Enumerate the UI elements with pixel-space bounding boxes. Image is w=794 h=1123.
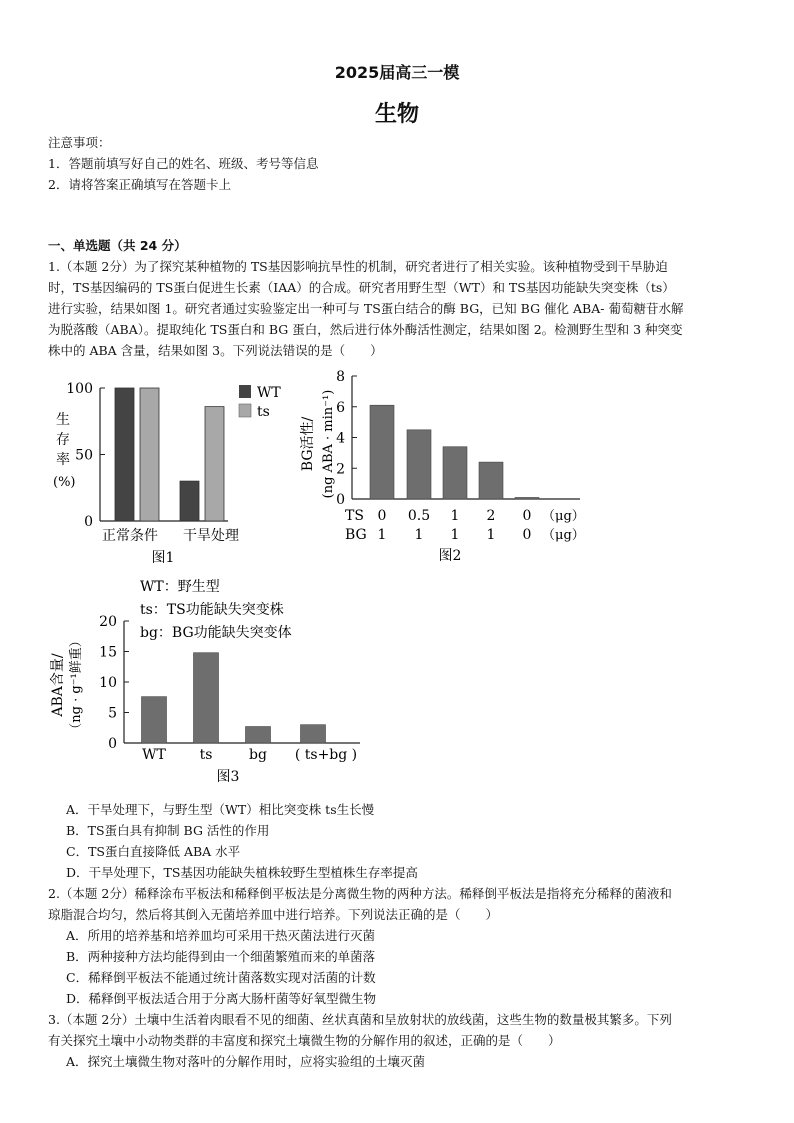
question-2-text: 2.（本题 2分）稀释涂布平板法和稀释倒平板法是分离微生物的两种方法。稀释倒平板法是指将充分稀释的菌液和 <box>48 886 672 901</box>
fig3-category-label: WT <box>142 747 166 763</box>
fig2-bar <box>515 497 539 499</box>
fig1-legend-ts-swatch <box>239 404 251 417</box>
figure-2-chart <box>290 362 620 577</box>
fig3-bar <box>194 653 219 743</box>
question-3-text: 有关探究土壤中小动物类群的丰富度和探究土壤微生物的分解作用的叙述，正确的是（ ） <box>48 1033 561 1048</box>
fig1-ylabel-1: 生 <box>56 412 70 428</box>
fig3-legend-wt: WT：野生型 <box>140 579 220 595</box>
figure-1-chart <box>48 368 281 568</box>
fig2-bg-amount: 1 <box>486 527 496 543</box>
question-2-option-a[interactable]: A．所用的培养基和培养皿均可采用干热灭菌法进行灭菌 <box>66 928 376 943</box>
exam-title: 2025届高三一模 <box>334 63 460 82</box>
fig1-bar-ts <box>140 388 159 521</box>
fig1-y-tick-label: 50 <box>75 447 93 464</box>
fig3-y-tick-label: 5 <box>108 705 117 722</box>
fig3-ylabel-2: （ng · g⁻¹鲜重） <box>69 634 84 736</box>
fig1-y-tick-label: 100 <box>66 381 93 397</box>
fig3-ylabel-1: ABA含量/ <box>50 653 66 717</box>
fig1-bar-wt <box>115 388 134 521</box>
fig3-y-tick-label: 15 <box>99 644 117 661</box>
question-3-text: 3.（本题 2分）土壤中生活着肉眼看不见的细菌、丝状真菌和呈放射状的放线菌，这些生物的数量极其繁多。下列 <box>48 1012 672 1027</box>
fig2-ylabel-1: BG活性/ <box>300 416 316 472</box>
fig2-ylabel-2: (ng ABA · min⁻¹) <box>321 389 336 499</box>
fig2-bg-amount: 1 <box>450 527 460 543</box>
fig1-bar-ts <box>205 407 224 521</box>
fig3-bar <box>246 727 271 743</box>
fig3-y-tick-label: 0 <box>108 736 117 752</box>
question-1-text: 进行实验，结果如图 1。研究者通过实验鉴定出一种可与 TS蛋白结合的酶 BG，已知 BG 催化 ABA- 葡萄糖苷水解 <box>48 301 684 316</box>
question-3-option-a[interactable]: A．探究土壤微生物对落叶的分解作用时，应将实验组的土壤灭菌 <box>66 1054 426 1069</box>
section-heading: 一、单选题（共 24 分） <box>48 238 187 253</box>
fig2-bg-amount: 1 <box>377 527 387 543</box>
fig1-legend-wt-swatch <box>239 385 251 398</box>
question-1-option-b[interactable]: B．TS蛋白具有抑制 BG 活性的作用 <box>66 823 270 838</box>
fig3-title: 图3 <box>216 769 240 785</box>
fig1-title: 图1 <box>151 550 175 566</box>
fig1-y-tick-label: 0 <box>84 514 93 530</box>
fig2-ts-amount: 2 <box>486 508 496 524</box>
fig2-y-tick-label: 0 <box>336 492 345 508</box>
fig2-bar <box>443 447 467 499</box>
fig2-unit-bg: （μg） <box>542 528 585 543</box>
fig1-ylabel-3: 率 <box>56 452 70 468</box>
fig2-bar <box>370 405 394 499</box>
fig2-y-tick-label: 8 <box>336 369 345 385</box>
question-2-text: 琼脂混合均匀，然后将其倒入无菌培养皿中进行培养。下列说法正确的是（ ） <box>48 907 499 922</box>
fig3-category-label: bg <box>249 747 267 763</box>
fig1-category-drought: 干旱处理 <box>183 528 239 544</box>
fig1-legend-wt-label: WT <box>257 385 281 401</box>
fig1-legend-ts-label: ts <box>257 404 270 420</box>
fig2-title: 图2 <box>438 548 462 564</box>
notice-item: 1．答题前填写好自己的姓名、班级、考号等信息 <box>48 156 319 171</box>
question-2-option-c[interactable]: C．稀释倒平板法不能通过统计菌落数实现对活菌的计数 <box>66 970 376 985</box>
fig2-unit-ts: （μg） <box>542 509 585 524</box>
fig2-y-tick-label: 6 <box>336 399 345 416</box>
question-1-text: 时，TS基因编码的 TS蛋白促进生长素（IAA）的合成。研究者用野生型（WT）和 TS基因功能缺失突变株（ts） <box>48 280 675 295</box>
fig3-bar <box>301 725 326 743</box>
fig2-bg-amount: 1 <box>414 527 424 543</box>
fig2-bar <box>479 462 503 499</box>
question-1-text: 1.（本题 2分）为了探究某种植物的 TS基因影响抗旱性的机制，研究者进行了相关实验。该种植物受到干旱胁迫 <box>48 259 668 274</box>
fig1-ylabel-unit: (%) <box>53 475 76 490</box>
subject-title: 生物 <box>374 102 419 127</box>
question-2-option-d[interactable]: D．稀释倒平板法适合用于分离大肠杆菌等好氧型微生物 <box>66 991 377 1006</box>
fig2-bar <box>407 430 431 499</box>
fig3-y-tick-label: 10 <box>99 675 117 691</box>
fig2-y-tick-label: 2 <box>336 461 345 478</box>
fig2-y-tick-label: 4 <box>336 430 345 447</box>
question-2-option-b[interactable]: B．两种接种方法均能得到由一个细菌繁殖而来的单菌落 <box>66 949 376 964</box>
fig3-category-label: ts <box>199 747 213 763</box>
fig3-legend-ts: ts：TS功能缺失突变株 <box>140 602 284 618</box>
fig1-category-normal: 正常条件 <box>102 528 158 544</box>
fig2-ts-amount: 0 <box>522 508 532 524</box>
fig2-ts-amount: 0 <box>377 508 387 524</box>
fig2-row-label-ts: TS <box>345 508 364 524</box>
question-1-option-a[interactable]: A．干旱处理下，与野生型（WT）相比突变株 ts生长慢 <box>66 802 375 817</box>
fig1-ylabel-2: 存 <box>56 432 70 448</box>
question-1-text: 为脱落酸（ABA）。提取纯化 TS蛋白和 BG 蛋白，然后进行体外酶活性测定，结果如图 2。检测野生型和 3 种突变 <box>48 322 683 337</box>
fig3-y-tick-label: 20 <box>99 614 117 630</box>
question-1-option-d[interactable]: D．干旱处理下，TS基因功能缺失植株较野生型植株生存率提高 <box>66 865 418 880</box>
notice-heading: 注意事项： <box>48 135 111 150</box>
fig2-row-label-bg: BG <box>345 527 367 543</box>
question-1-text: 株中的 ABA 含量，结果如图 3。下列说法错误的是（ ） <box>48 343 383 358</box>
fig3-bar <box>142 697 167 743</box>
fig1-bar-wt <box>180 481 199 521</box>
fig2-bg-amount: 0 <box>522 527 532 543</box>
fig3-category-label: ( ts+bg ) <box>294 747 358 763</box>
fig3-legend-bg: bg：BG功能缺失突变体 <box>140 625 292 641</box>
fig2-ts-amount: 1 <box>450 508 460 524</box>
figure-3-chart <box>48 575 378 790</box>
question-1-option-c[interactable]: C．TS蛋白直接降低 ABA 水平 <box>66 844 241 859</box>
fig2-ts-amount: 0.5 <box>407 508 431 524</box>
notice-item: 2．请将答案正确填写在答题卡上 <box>48 177 231 192</box>
